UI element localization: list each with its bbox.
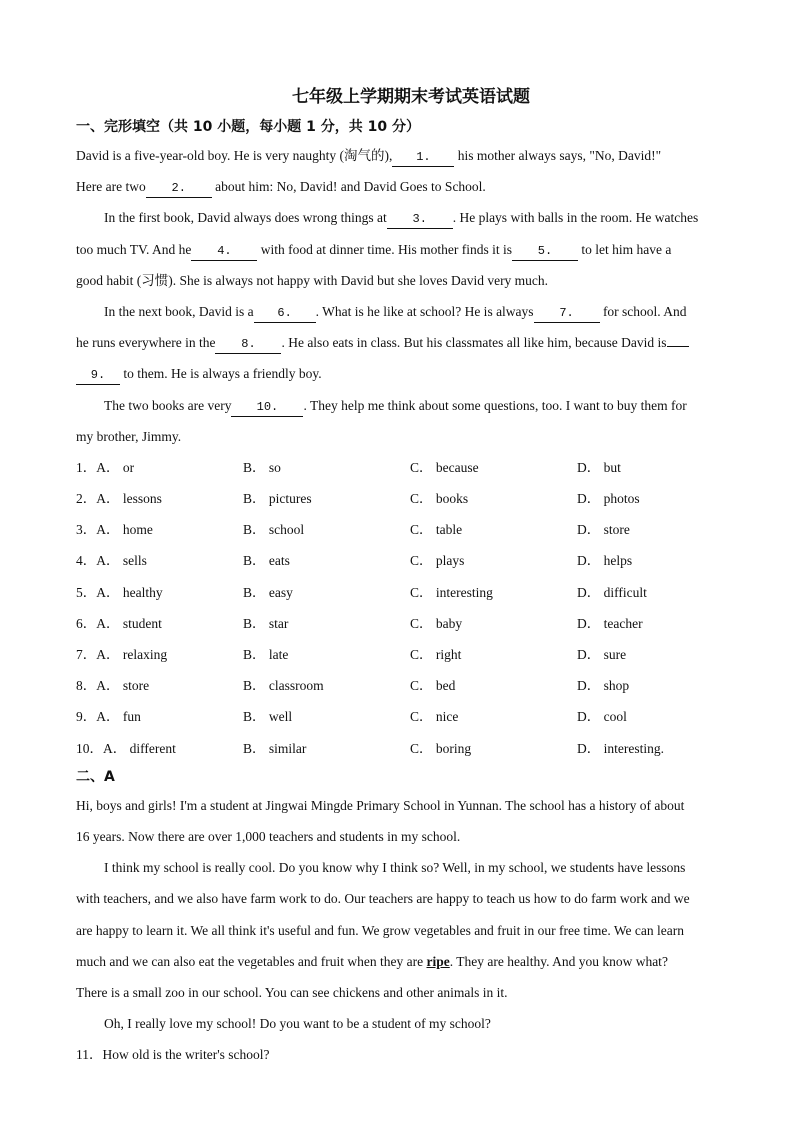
option-d[interactable] bbox=[577, 701, 744, 732]
question-number: 6． bbox=[76, 615, 97, 631]
option-text: B． similar bbox=[243, 740, 307, 756]
option-text: C． table bbox=[410, 522, 463, 538]
option-d[interactable] bbox=[577, 733, 744, 764]
option-d[interactable] bbox=[577, 452, 744, 483]
passage-text: . What is he like at school? He is always bbox=[315, 303, 534, 319]
option-text: D． difficult bbox=[577, 584, 647, 600]
passage-text: about him: No, David! and David Goes to School. bbox=[211, 179, 486, 195]
option-text: A． healthy bbox=[96, 584, 163, 600]
option-d[interactable] bbox=[577, 514, 744, 545]
option-text: B． well bbox=[243, 709, 293, 725]
option-b[interactable] bbox=[243, 608, 410, 639]
question-number: 4． bbox=[76, 553, 97, 569]
option-a[interactable] bbox=[76, 639, 243, 670]
option-text: D． cool bbox=[577, 709, 627, 725]
option-d[interactable] bbox=[577, 639, 744, 670]
option-text: B． easy bbox=[243, 584, 293, 600]
passage-text: In the next book, David is a bbox=[104, 303, 254, 319]
blank-1: 1. bbox=[392, 149, 454, 167]
blank-9-start bbox=[667, 329, 689, 347]
passage-text: . He plays with balls in the room. He watches bbox=[452, 210, 699, 226]
option-c[interactable] bbox=[410, 639, 577, 670]
blank-8: 8. bbox=[215, 336, 281, 354]
option-b[interactable] bbox=[243, 701, 410, 732]
passage-line: Hi, boys and girls! I'm a student at Jingwai Mingde Primary School in Yunnan. The school has a history of about bbox=[76, 797, 685, 813]
passage-text: . They are healthy. And you know what? bbox=[449, 953, 668, 969]
passage-text: his mother always says, "No, David!" bbox=[454, 148, 662, 163]
passage-line: Oh, I really love my school! Do you want to be a student of my school? bbox=[104, 1016, 491, 1032]
option-c[interactable] bbox=[410, 577, 577, 608]
question-number: 1． bbox=[76, 459, 97, 475]
option-row bbox=[76, 452, 746, 483]
passage-text: David is a five-year-old boy. He is very naughty (淘气的), bbox=[76, 148, 393, 163]
option-text: D． photos bbox=[577, 491, 640, 507]
option-b[interactable] bbox=[243, 577, 410, 608]
option-c[interactable] bbox=[410, 670, 577, 701]
passage-text: he runs everywhere in the bbox=[76, 335, 216, 351]
option-b[interactable] bbox=[243, 639, 410, 670]
option-text: D． shop bbox=[577, 678, 630, 694]
option-a[interactable] bbox=[76, 452, 243, 483]
option-c[interactable] bbox=[410, 733, 577, 764]
passage-text: much and we can also eat the vegetables and fruit when they are bbox=[76, 953, 427, 969]
option-b[interactable] bbox=[243, 452, 410, 483]
option-row bbox=[76, 608, 746, 639]
option-row bbox=[76, 639, 746, 670]
section2-heading: 二、A bbox=[76, 768, 115, 785]
option-text: C． interesting bbox=[410, 584, 493, 600]
section1-heading: 一、完形填空（共 10 小题，每小题 1 分，共 10 分） bbox=[76, 119, 420, 135]
passage-line bbox=[76, 327, 746, 358]
blank-10: 10. bbox=[231, 399, 303, 417]
passage-text: with food at dinner time. His mother finds it is bbox=[257, 241, 512, 257]
option-text: A． fun bbox=[96, 709, 141, 725]
option-d[interactable] bbox=[577, 545, 744, 576]
question-number: 7． bbox=[76, 647, 97, 662]
passage-text: The two books are very bbox=[104, 397, 232, 413]
question-number: 9． bbox=[76, 709, 97, 725]
option-text: B． so bbox=[243, 459, 281, 475]
blank-9: 9. bbox=[76, 367, 120, 385]
option-text: C． nice bbox=[410, 709, 459, 725]
option-text: A． relaxing bbox=[96, 647, 168, 662]
option-a[interactable] bbox=[76, 701, 243, 732]
option-a[interactable] bbox=[76, 545, 243, 576]
option-text: B． school bbox=[243, 522, 305, 538]
option-text: A． sells bbox=[96, 553, 147, 569]
question-number: 3． bbox=[76, 522, 97, 538]
passage-line bbox=[76, 202, 746, 233]
option-text: C． because bbox=[410, 459, 479, 475]
option-text: C． baby bbox=[410, 615, 463, 631]
passage-text: In the first book, David always does wrong things at bbox=[104, 210, 387, 226]
passage-line: with teachers, and we also have farm work to do. Our teachers are happy to teach us how to do farm work and we bbox=[76, 891, 690, 907]
option-text: C． bed bbox=[410, 678, 456, 694]
option-c[interactable] bbox=[410, 514, 577, 545]
option-text: D． store bbox=[577, 522, 630, 538]
option-c[interactable] bbox=[410, 608, 577, 639]
blank-4: 4. bbox=[191, 243, 257, 261]
option-text: D． sure bbox=[577, 647, 627, 662]
blank-3: 3. bbox=[387, 211, 453, 229]
option-row bbox=[76, 577, 746, 608]
option-b[interactable] bbox=[243, 545, 410, 576]
blank-7: 7. bbox=[534, 305, 600, 323]
option-text: B． star bbox=[243, 615, 289, 631]
option-text: B． eats bbox=[243, 553, 290, 569]
option-a[interactable] bbox=[76, 670, 243, 701]
page-title: 七年级上学期期末考试英语试题 bbox=[292, 87, 530, 107]
option-a[interactable] bbox=[76, 577, 243, 608]
option-a[interactable] bbox=[76, 514, 243, 545]
option-c[interactable] bbox=[410, 452, 577, 483]
passage-text: Here are two bbox=[76, 179, 146, 195]
blank-5: 5. bbox=[512, 243, 578, 261]
option-d[interactable] bbox=[577, 670, 744, 701]
option-text: D． helps bbox=[577, 553, 633, 569]
option-text: B． pictures bbox=[243, 491, 312, 507]
passage-line bbox=[76, 390, 746, 421]
option-text: C． books bbox=[410, 491, 469, 507]
option-text: A． lessons bbox=[96, 491, 162, 507]
passage-line: my brother, Jimmy. bbox=[76, 428, 182, 444]
passage-text: for school. And bbox=[599, 303, 687, 319]
option-text: B． classroom bbox=[243, 678, 324, 694]
option-d[interactable] bbox=[577, 483, 744, 514]
option-text: D． interesting. bbox=[577, 740, 664, 756]
option-row bbox=[76, 733, 746, 764]
passage-line bbox=[76, 234, 746, 265]
passage-line: 16 years. Now there are over 1,000 teachers and students in my school. bbox=[76, 828, 461, 844]
option-d[interactable] bbox=[577, 608, 744, 639]
passage-text: to them. He is always a friendly boy. bbox=[120, 366, 322, 382]
passage-line bbox=[76, 171, 746, 202]
option-text: A． different bbox=[103, 740, 176, 756]
option-row bbox=[76, 514, 746, 545]
passage-text: . He also eats in class. But his classmates all like him, because David is bbox=[281, 335, 667, 351]
option-text: B． late bbox=[243, 647, 289, 662]
option-row bbox=[76, 670, 746, 701]
passage-text: . They help me think about some questions, too. I want to buy them for bbox=[303, 397, 687, 413]
option-c[interactable] bbox=[410, 483, 577, 514]
question-11: 11．How old is the writer's school? bbox=[76, 1047, 270, 1063]
option-row bbox=[76, 701, 746, 732]
question-number: 5． bbox=[76, 584, 97, 600]
option-c[interactable] bbox=[410, 701, 577, 732]
option-text: D． but bbox=[577, 459, 621, 475]
option-text: C． boring bbox=[410, 740, 472, 756]
option-row bbox=[76, 545, 746, 576]
option-b[interactable] bbox=[243, 670, 410, 701]
option-text: A． store bbox=[96, 678, 150, 694]
passage-text: to let him have a bbox=[578, 241, 672, 257]
option-text: A． or bbox=[96, 459, 135, 475]
option-text: A． student bbox=[96, 615, 162, 631]
option-text: C． right bbox=[410, 647, 462, 662]
option-c[interactable] bbox=[410, 545, 577, 576]
option-text: A． home bbox=[96, 522, 153, 538]
option-a[interactable] bbox=[76, 608, 243, 639]
option-text: C． plays bbox=[410, 553, 465, 569]
option-b[interactable] bbox=[243, 483, 410, 514]
question-number: 2． bbox=[76, 491, 97, 507]
passage-line: I think my school is really cool. Do you know why I think so? Well, in my school, we students have lessons bbox=[104, 860, 686, 876]
exam-page bbox=[76, 84, 746, 1070]
question-number: 10． bbox=[76, 740, 103, 756]
option-text: D． teacher bbox=[577, 615, 643, 631]
option-a[interactable] bbox=[76, 733, 243, 764]
option-row bbox=[76, 483, 746, 514]
option-b[interactable] bbox=[243, 733, 410, 764]
passage-line bbox=[76, 358, 746, 389]
blank-6: 6. bbox=[254, 305, 316, 323]
passage-line bbox=[76, 296, 746, 327]
blank-2: 2. bbox=[146, 180, 212, 198]
passage-line bbox=[76, 140, 746, 171]
passage-text: too much TV. And he bbox=[76, 241, 192, 257]
passage-line: good habit (习惯). She is always not happy with David but she loves David very much. bbox=[76, 272, 549, 288]
passage-line bbox=[76, 946, 746, 977]
option-d[interactable] bbox=[577, 577, 744, 608]
option-a[interactable] bbox=[76, 483, 243, 514]
passage-line: There is a small zoo in our school. You can see chickens and other animals in it. bbox=[76, 984, 508, 1000]
passage-line: are happy to learn it. We all think it's useful and fun. We grow vegetables and fruit in our free time. We can learn bbox=[76, 922, 684, 938]
question-number: 8． bbox=[76, 678, 97, 694]
underlined-word: ripe bbox=[426, 953, 450, 969]
option-b[interactable] bbox=[243, 514, 410, 545]
options-list bbox=[76, 452, 746, 764]
